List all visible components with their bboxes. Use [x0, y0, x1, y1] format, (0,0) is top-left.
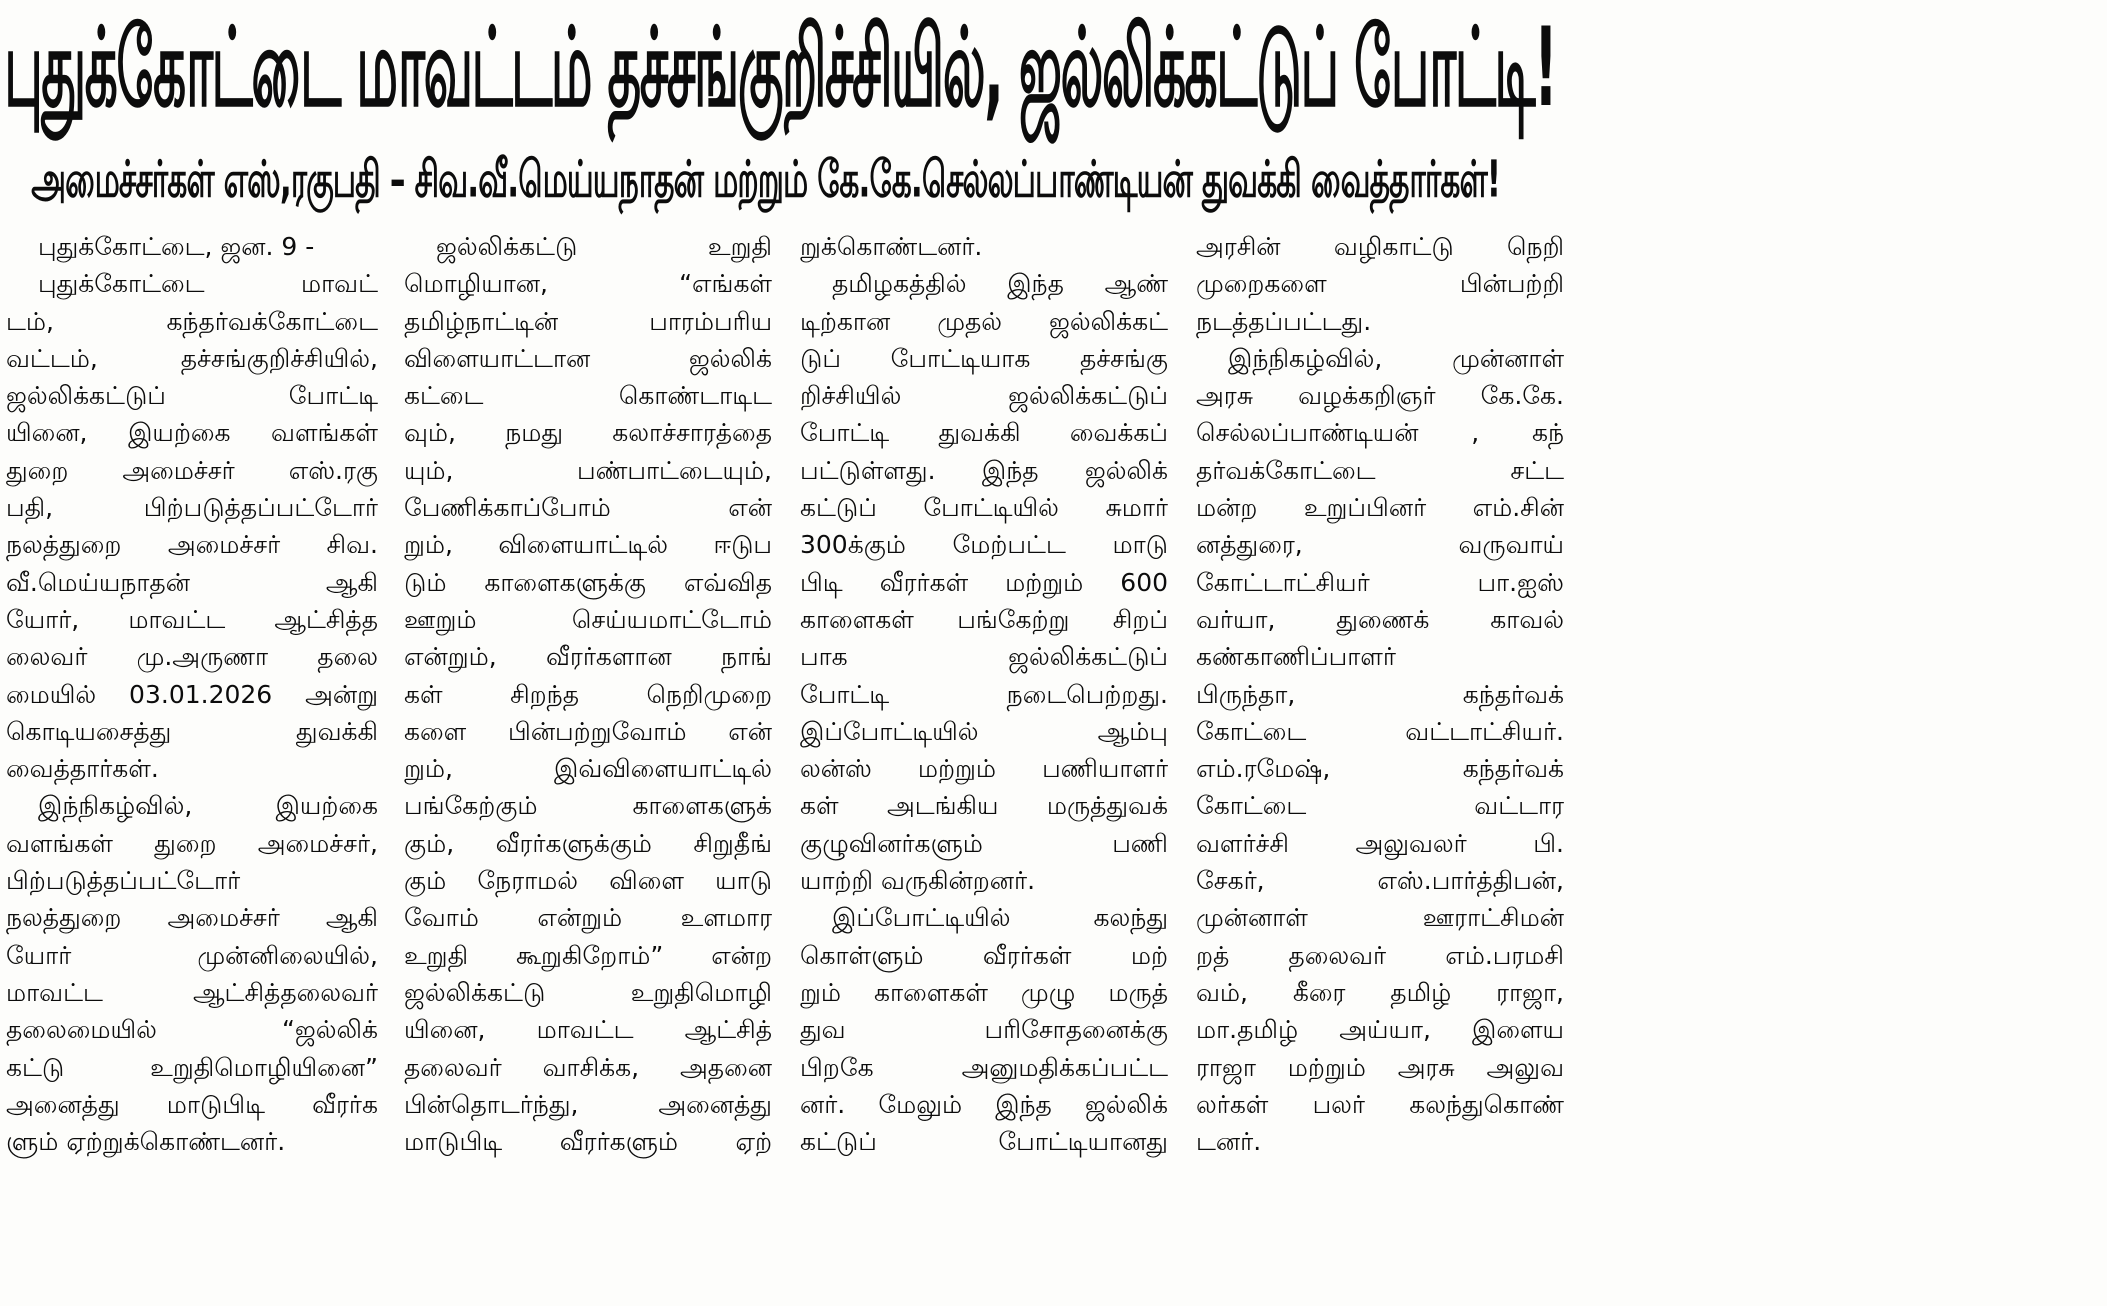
text-line: பிருந்தா, கந்தர்வக் — [1196, 679, 1564, 709]
text-line: கொள்ளும் வீரர்கள் மற் — [800, 940, 1168, 970]
text-line: பிடி வீரர்கள் மற்றும் 600 — [800, 567, 1168, 597]
text-line: றுக்கொண்டனர். — [800, 232, 983, 261]
text-line: செல்லப்பாண்டியன் , கந் — [1196, 418, 1564, 448]
text-line: கோட்டை வட்டார — [1196, 791, 1564, 821]
text-line: கள் சிறந்த நெறிமுறை — [404, 679, 772, 709]
text-line: டம், கந்தர்வக்கோட்டை — [6, 306, 378, 336]
text-line: விளையாட்டான ஜல்லிக் — [404, 343, 772, 373]
text-line: ஜல்லிக்கட்டுப் போட்டி — [6, 381, 378, 411]
text-line: உறுதி கூறுகிறோம்” என்ற — [404, 940, 772, 970]
text-line: நடத்தப்பட்டது. — [1196, 306, 1372, 336]
text-line: நலத்துறை அமைச்சர் சிவ. — [6, 530, 378, 560]
text-line: டும் காளைகளுக்கு எவ்வித — [404, 567, 772, 597]
headline-text: புதுக்கோட்டை மாவட்டம் தச்சங்குறிச்சியில், ஜல்லிக்கட்டுப் போட்டி! — [4, 4, 1557, 132]
text-line: அரசின் வழிகாட்டு நெறி — [1196, 232, 1564, 261]
text-line: வீ.மெய்யநாதன் ஆகி — [6, 567, 378, 597]
text-line: குழுவினர்களும் பணி — [800, 828, 1168, 858]
text-line: கொடியசைத்து துவக்கி — [6, 716, 378, 746]
text-line: வம், கீரை தமிழ் ராஜா, — [1196, 977, 1564, 1007]
text-line: இந்நிகழ்வில், இயற்கை — [38, 791, 378, 821]
headline — [0, 6, 1568, 130]
text-line: பின்தொடர்ந்து, அனைத்து — [404, 1089, 772, 1119]
text-line: தலைமையில் “ஜல்லிக் — [6, 1015, 378, 1045]
text-line: தலைவர் வாசிக்க, அதனை — [404, 1052, 772, 1082]
text-line: மாடுபிடி வீரர்களும் ஏற் — [404, 1127, 772, 1157]
text-line: முன்னாள் ஊராட்சிமன் — [1196, 903, 1564, 933]
text-line: பட்டுள்ளது. இந்த ஜல்லிக் — [800, 455, 1168, 485]
text-line: பிறகே அனுமதிக்கப்பட்ட — [800, 1052, 1168, 1082]
text-line: புதுக்கோட்டை மாவட் — [38, 269, 378, 299]
text-line: இப்போட்டியில் ஆம்பு — [800, 716, 1168, 746]
text-line: ஜல்லிக்கட்டு உறுதி — [436, 232, 772, 261]
text-line: டுப் போட்டியாக தச்சங்கு — [800, 343, 1168, 373]
text-line: கோட்டாட்சியர் பா.ஐஸ் — [1196, 567, 1564, 597]
text-line: கோட்டை வட்டாட்சியர். — [1196, 716, 1564, 746]
text-line: மையில் 03.01.2026 அன்று — [6, 679, 378, 709]
text-line: ஊறும் செய்யமாட்டோம் — [404, 604, 772, 634]
text-line: றும், இவ்விளையாட்டில் — [404, 754, 772, 784]
text-line: தமிழ்நாட்டின் பாரம்பரிய — [404, 306, 772, 336]
text-line: கண்காணிப்பாளர் — [1196, 642, 1396, 672]
text-line: னர். மேலும் இந்த ஜல்லிக் — [800, 1089, 1168, 1119]
text-line: மன்ற உறுப்பினர் எம்.சின் — [1196, 493, 1564, 523]
text-line: காளைகள் பங்கேற்று சிறப் — [800, 604, 1168, 634]
text-line: தர்வக்கோட்டை சட்ட — [1196, 455, 1564, 485]
text-line: ளும் ஏற்றுக்கொண்டனர். — [6, 1127, 286, 1157]
text-line: ஜல்லிக்கட்டு உறுதிமொழி — [404, 977, 772, 1007]
text-line: பிற்படுத்தப்பட்டோர் — [6, 866, 241, 896]
article-column-4 — [1196, 228, 1564, 1157]
text-line: இந்நிகழ்வில், முன்னாள் — [1228, 343, 1564, 373]
text-line: யும், பண்பாட்டையும், — [404, 455, 772, 485]
text-line: யினை, மாவட்ட ஆட்சித் — [404, 1015, 772, 1045]
text-line: கள் அடங்கிய மருத்துவக் — [800, 791, 1168, 821]
article-column-1 — [6, 228, 378, 1157]
article-column-3 — [800, 228, 1168, 1157]
text-line: னத்துரை, வருவாய் — [1196, 530, 1564, 560]
text-line: யோர் முன்னிலையில், — [6, 940, 378, 970]
text-line: லைவர் மு.அருணா தலை — [6, 642, 378, 672]
text-line: சேகர், எஸ்.பார்த்திபன், — [1196, 866, 1564, 896]
text-line: யினை, இயற்கை வளங்கள் — [6, 418, 378, 448]
subheadline-text: அமைச்சர்கள் எஸ்,ரகுபதி – சிவ.வீ.மெய்யநாதன் மற்றும் கே.கே.செல்லப்பாண்டியன் துவக்கி வைத்தார்கள்! — [31, 151, 1501, 209]
text-line: கட்டு உறுதிமொழியினை” — [6, 1052, 378, 1082]
text-line: கட்டுப் போட்டியானது — [800, 1127, 1168, 1157]
text-line: றும் காளைகள் முழு மருத் — [800, 977, 1168, 1007]
text-line: மொழியான, “எங்கள் — [404, 269, 772, 299]
text-line: வைத்தார்கள். — [6, 754, 159, 784]
text-line: தமிழகத்தில் இந்த ஆண் — [832, 269, 1168, 299]
text-line: வோம் என்றும் உளமார — [404, 903, 772, 933]
text-line: துவ பரிசோதனைக்கு — [800, 1015, 1168, 1045]
article-column-2 — [404, 228, 772, 1157]
text-line: களை பின்பற்றுவோம் என் — [404, 716, 772, 746]
text-line: மா.தமிழ் அய்யா, இளைய — [1196, 1015, 1564, 1045]
text-line: என்றும், வீரர்களான நாங் — [404, 642, 772, 672]
text-line: கட்டுப் போட்டியில் சுமார் — [800, 493, 1168, 523]
text-line: வளர்ச்சி அலுவலர் பி. — [1196, 828, 1564, 858]
text-line: புதுக்கோட்டை, ஜன. 9 - — [38, 232, 315, 261]
text-line: டனர். — [1196, 1127, 1262, 1157]
text-line: யாற்றி வருகின்றனர். — [800, 866, 1036, 896]
text-line: யோர், மாவட்ட ஆட்சித்த — [6, 604, 378, 634]
text-line: பதி, பிற்படுத்தப்பட்டோர் — [6, 493, 378, 523]
text-line: வர்யா, துணைக் காவல் — [1196, 604, 1564, 634]
text-line: டிற்கான முதல் ஜல்லிக்கட் — [800, 306, 1168, 336]
text-line: லர்கள் பலர் கலந்துகொண் — [1196, 1089, 1564, 1119]
text-line: துறை அமைச்சர் எஸ்.ரகு — [6, 455, 378, 485]
text-line: றத் தலைவர் எம்.பரமசி — [1196, 940, 1564, 970]
text-line: பேணிக்காப்போம் என் — [404, 493, 772, 523]
text-line: றிச்சியில் ஜல்லிக்கட்டுப் — [800, 381, 1168, 411]
text-line: லன்ஸ் மற்றும் பணியாளர் — [800, 754, 1168, 784]
text-line: கும் நேராமல் விளை யாடு — [404, 866, 772, 896]
text-line: ராஜா மற்றும் அரசு அலுவ — [1196, 1052, 1564, 1082]
subheadline — [0, 140, 1568, 222]
text-line: எம்.ரமேஷ், கந்தர்வக் — [1196, 754, 1564, 784]
text-line: மாவட்ட ஆட்சித்தலைவர் — [6, 977, 378, 1007]
text-line: வளங்கள் துறை அமைச்சர், — [6, 828, 378, 858]
text-line: றும், விளையாட்டில் ஈடுப — [404, 530, 772, 560]
text-line: முறைகளை பின்பற்றி — [1196, 269, 1564, 299]
text-line: 300க்கும் மேற்பட்ட மாடு — [800, 530, 1168, 560]
text-line: நலத்துறை அமைச்சர் ஆகி — [6, 903, 378, 933]
text-line: பங்கேற்கும் காளைகளுக் — [404, 791, 772, 821]
text-line: கும், வீரர்களுக்கும் சிறுதீங் — [404, 828, 772, 858]
text-line: அனைத்து மாடுபிடி வீரர்க — [6, 1089, 378, 1119]
text-line: பாக ஜல்லிக்கட்டுப் — [800, 642, 1168, 672]
text-line: வும், நமது கலாச்சாரத்தை — [404, 418, 772, 448]
text-line: கட்டை கொண்டாடிட — [404, 381, 772, 411]
text-line: போட்டி துவக்கி வைக்கப் — [800, 418, 1168, 448]
text-line: இப்போட்டியில் கலந்து — [832, 903, 1168, 933]
text-line: வட்டம், தச்சங்குறிச்சியில், — [6, 343, 378, 373]
text-line: அரசு வழக்கறிஞர் கே.கே. — [1196, 381, 1564, 411]
text-line: போட்டி நடைபெற்றது. — [800, 679, 1168, 709]
